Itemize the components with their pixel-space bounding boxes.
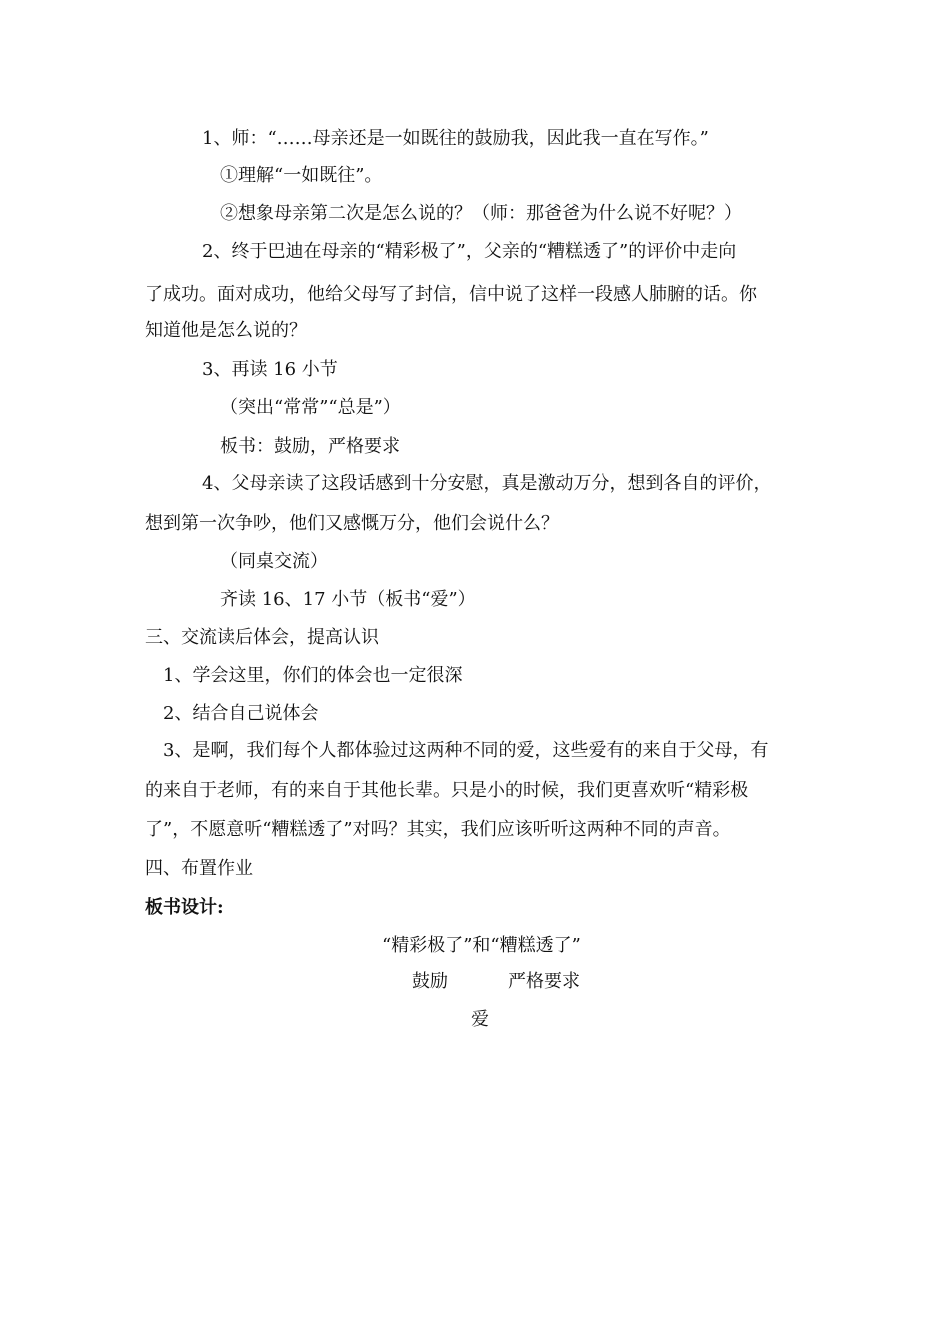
text-line: 了”，不愿意听“糟糕透了”对吗？其实，我们应该听听这两种不同的声音。 [145, 819, 731, 840]
section-heading: 四、布置作业 [145, 858, 253, 879]
text-line: 了成功。面对成功，他给父母写了封信，信中说了这样一段感人肺腑的话。你 [145, 284, 757, 305]
text-line: 想到第一次争吵，他们又感慨万分，他们会说什么？ [145, 513, 559, 534]
section-heading: 三、交流读后体会，提高认识 [145, 627, 379, 648]
text-line: ①理解“一如既往”。 [220, 165, 383, 186]
text-line: 3、再读 16 小节 [202, 359, 338, 380]
text-line: 1、师：“……母亲还是一如既往的鼓励我，因此我一直在写作。” [202, 128, 709, 149]
text-line: 2、终于巴迪在母亲的“精彩极了”，父亲的“糟糕透了”的评价中走向 [202, 241, 737, 262]
board-design-heading: 板书设计: [145, 897, 224, 918]
text-line: （同桌交流） [220, 551, 328, 572]
text-line: 板书：鼓励，严格要求 [220, 436, 400, 457]
text-line: 知道他是怎么说的？ [145, 320, 307, 341]
board-title: “精彩极了”和“糟糕透了” [382, 935, 581, 956]
board-left-item: 鼓励 [412, 971, 448, 992]
text-line: 4、父母亲读了这段话感到十分安慰，真是激动万分，想到各自的评价， [202, 473, 772, 494]
text-line: （突出“常常”“总是”） [220, 397, 401, 418]
board-right-item: 严格要求 [508, 971, 580, 992]
board-center-item: 爱 [471, 1009, 489, 1030]
text-line: 3、是啊，我们每个人都体验过这两种不同的爱，这些爱有的来自于父母，有 [163, 740, 769, 761]
text-line: 的来自于老师，有的来自于其他长辈。只是小的时候，我们更喜欢听“精彩极 [145, 780, 749, 801]
text-line: 齐读 16、17 小节（板书“爱”） [220, 589, 476, 610]
text-line: 2、结合自己说体会 [163, 703, 319, 724]
text-line: ②想象母亲第二次是怎么说的？（师：那爸爸为什么说不好呢？） [220, 203, 742, 224]
text-line: 1、学会这里，你们的体会也一定很深 [163, 665, 463, 686]
